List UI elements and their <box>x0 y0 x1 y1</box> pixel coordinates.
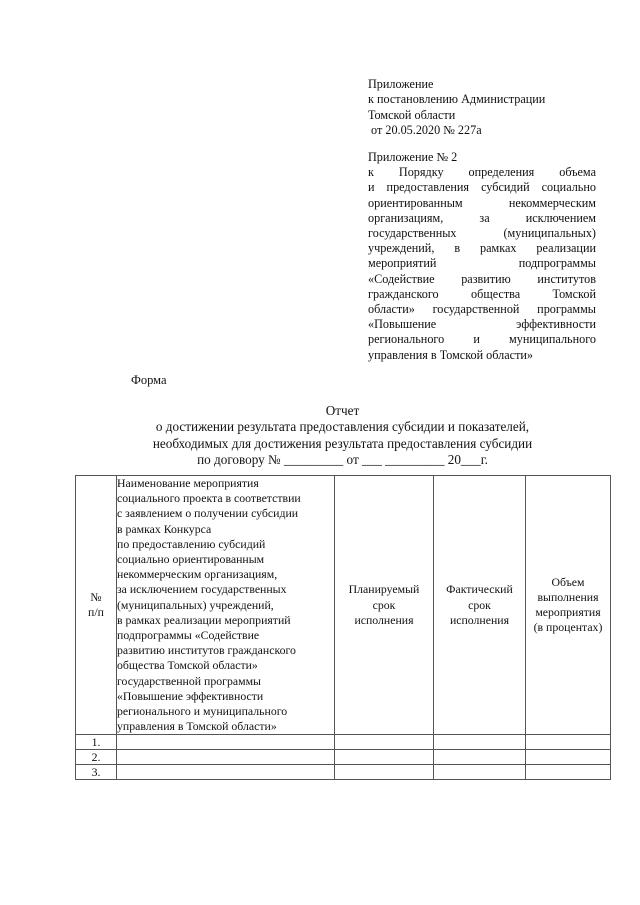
header-name <box>117 476 335 735</box>
form-label: Форма <box>131 373 167 387</box>
appendix2-word: за <box>479 210 490 225</box>
appendix-line: к постановлению Администрации <box>368 92 546 107</box>
cell-plan[interactable] <box>335 750 434 765</box>
appendix2-line <box>368 302 596 317</box>
appendix2-word: ориентированным <box>368 195 463 210</box>
header-name-line: за исключением государственных <box>117 582 287 597</box>
header-num <box>76 476 117 735</box>
appendix2-word: общества <box>471 286 521 301</box>
appendix2-line <box>368 180 596 195</box>
appendix2-word: предоставления <box>386 180 470 195</box>
header-name-line: подпрограммы «Содействие <box>117 628 260 643</box>
appendix2-word: развитию <box>461 271 511 286</box>
header-volume-line: Объем <box>551 574 585 589</box>
appendix2-header <box>368 150 596 363</box>
appendix2-word: исключением <box>525 210 596 225</box>
appendix2-word: организациям, <box>368 210 444 225</box>
appendix2-word: объема <box>559 165 596 180</box>
cell-name[interactable] <box>117 735 335 750</box>
appendix2-body <box>368 165 596 347</box>
appendix2-line <box>368 196 596 211</box>
header-fact <box>434 476 526 735</box>
cell-plan[interactable] <box>335 735 434 750</box>
appendix2-line <box>368 332 596 347</box>
appendix2-word: «Повышение <box>368 317 437 332</box>
appendix2-word: государственной <box>432 302 520 317</box>
appendix2-word: подпрограммы <box>518 256 596 271</box>
header-plan-line: исполнения <box>354 612 414 627</box>
appendix2-word: области» <box>368 302 415 317</box>
header-volume <box>526 476 611 735</box>
header-name-line: развитию институтов гражданского <box>117 643 296 658</box>
appendix2-word: в <box>454 241 461 256</box>
cell-name[interactable] <box>117 750 335 765</box>
appendix-line: от 20.05.2020 № 227а <box>368 122 482 137</box>
header-name-line: государственной программы <box>117 673 261 688</box>
header-name-line: в рамках Конкурса <box>117 521 212 536</box>
appendix2-word: программы <box>537 302 596 317</box>
cell-plan[interactable] <box>335 765 434 780</box>
row-number: 3. <box>76 765 117 780</box>
header-fact-line: исполнения <box>449 612 510 627</box>
appendix2-title: Приложение № 2 <box>368 150 458 164</box>
appendix2-line <box>368 287 596 302</box>
header-plan <box>335 476 434 735</box>
appendix-header <box>368 77 596 138</box>
appendix-line: Томской области <box>368 107 456 122</box>
table-header-row <box>76 476 611 735</box>
appendix2-word: реализации <box>536 241 596 256</box>
header-name-line: «Повышение эффективности <box>117 688 264 703</box>
appendix2-word: регионального <box>368 332 445 347</box>
report-subtitle-line: о достижении результата предоставления субсидии и показателей, <box>155 419 530 435</box>
report-title: Отчет <box>325 403 360 418</box>
appendix2-word: рамках <box>480 241 517 256</box>
header-name-line: Наименование мероприятия <box>117 476 259 490</box>
header-name-line: по предоставлению субсидий <box>117 536 266 551</box>
appendix2-word: к <box>368 165 374 180</box>
appendix2-word: муниципального <box>509 332 596 347</box>
appendix-line: Приложение <box>368 77 434 91</box>
appendix2-word: институтов <box>537 271 596 286</box>
appendix2-line <box>368 272 596 287</box>
cell-volume[interactable] <box>526 765 611 780</box>
appendix2-line <box>368 211 596 226</box>
header-name-line: некоммерческим организациям, <box>117 567 278 582</box>
appendix2-word: гражданского <box>368 286 439 301</box>
header-fact-line: Фактический <box>446 582 513 597</box>
appendix2-word: Порядку <box>398 165 444 180</box>
table-row <box>76 750 611 765</box>
header-plan-line: срок <box>372 597 396 612</box>
cell-fact[interactable] <box>434 735 526 750</box>
header-volume-line: выполнения <box>537 590 599 605</box>
header-name-line: в рамках реализации мероприятий <box>117 612 291 627</box>
appendix2-word: и <box>473 332 480 347</box>
header-name-line: общества Томской области» <box>117 658 258 673</box>
appendix2-word: эффективности <box>516 317 596 332</box>
table-row <box>76 765 611 780</box>
appendix2-line <box>368 256 596 271</box>
appendix2-word: субсидий <box>481 180 530 195</box>
header-name-line: управления в Томской области» <box>117 719 277 734</box>
appendix2-last-line: управления в Томской области» <box>368 347 534 362</box>
header-name-line: (муниципальных) учреждений, <box>117 597 274 612</box>
appendix2-line <box>368 165 596 180</box>
header-name-line: регионального и муниципального <box>117 704 288 719</box>
appendix2-line <box>368 241 596 256</box>
table-row <box>76 735 611 750</box>
appendix2-word: определения <box>468 165 535 180</box>
row-number: 1. <box>76 735 117 750</box>
appendix2-word: государственных <box>368 226 457 241</box>
cell-fact[interactable] <box>434 765 526 780</box>
header-volume-line: мероприятия <box>535 605 601 620</box>
appendix2-word: Томской <box>552 286 596 301</box>
header-num-line: п/п <box>88 605 104 620</box>
header-name-line: социально ориентированным <box>117 552 265 567</box>
report-contract-line: по договору № _________ от ___ _________ 20___г. <box>197 451 488 467</box>
appendix2-word: некоммерческим <box>508 195 596 210</box>
table-body <box>76 735 611 780</box>
cell-name[interactable] <box>117 765 335 780</box>
header-plan-line: Планируемый <box>348 582 420 597</box>
appendix2-word: «Содействие <box>368 271 435 286</box>
appendix2-line <box>368 226 596 241</box>
appendix2-word: социально <box>541 180 596 195</box>
appendix2-word: мероприятий <box>368 256 437 271</box>
header-fact-line: срок <box>468 597 491 612</box>
cell-volume[interactable] <box>526 750 611 765</box>
appendix2-word: и <box>368 180 375 195</box>
appendix2-word: учреждений, <box>368 241 435 256</box>
report-subtitle-line: необходимых для достижения результата предоставления субсидии <box>152 435 533 451</box>
header-name-line: социального проекта в соответствии <box>117 491 301 506</box>
report-table <box>75 475 611 780</box>
header-num-line: № <box>90 590 102 605</box>
row-number: 2. <box>76 750 117 765</box>
header-volume-line: (в процентах) <box>533 620 603 635</box>
header-name-line: с заявлением о получении субсидии <box>117 506 299 521</box>
cell-volume[interactable] <box>526 735 611 750</box>
report-heading <box>60 403 625 468</box>
cell-fact[interactable] <box>434 750 526 765</box>
appendix2-word: (муниципальных) <box>503 226 596 241</box>
appendix2-line <box>368 317 596 332</box>
